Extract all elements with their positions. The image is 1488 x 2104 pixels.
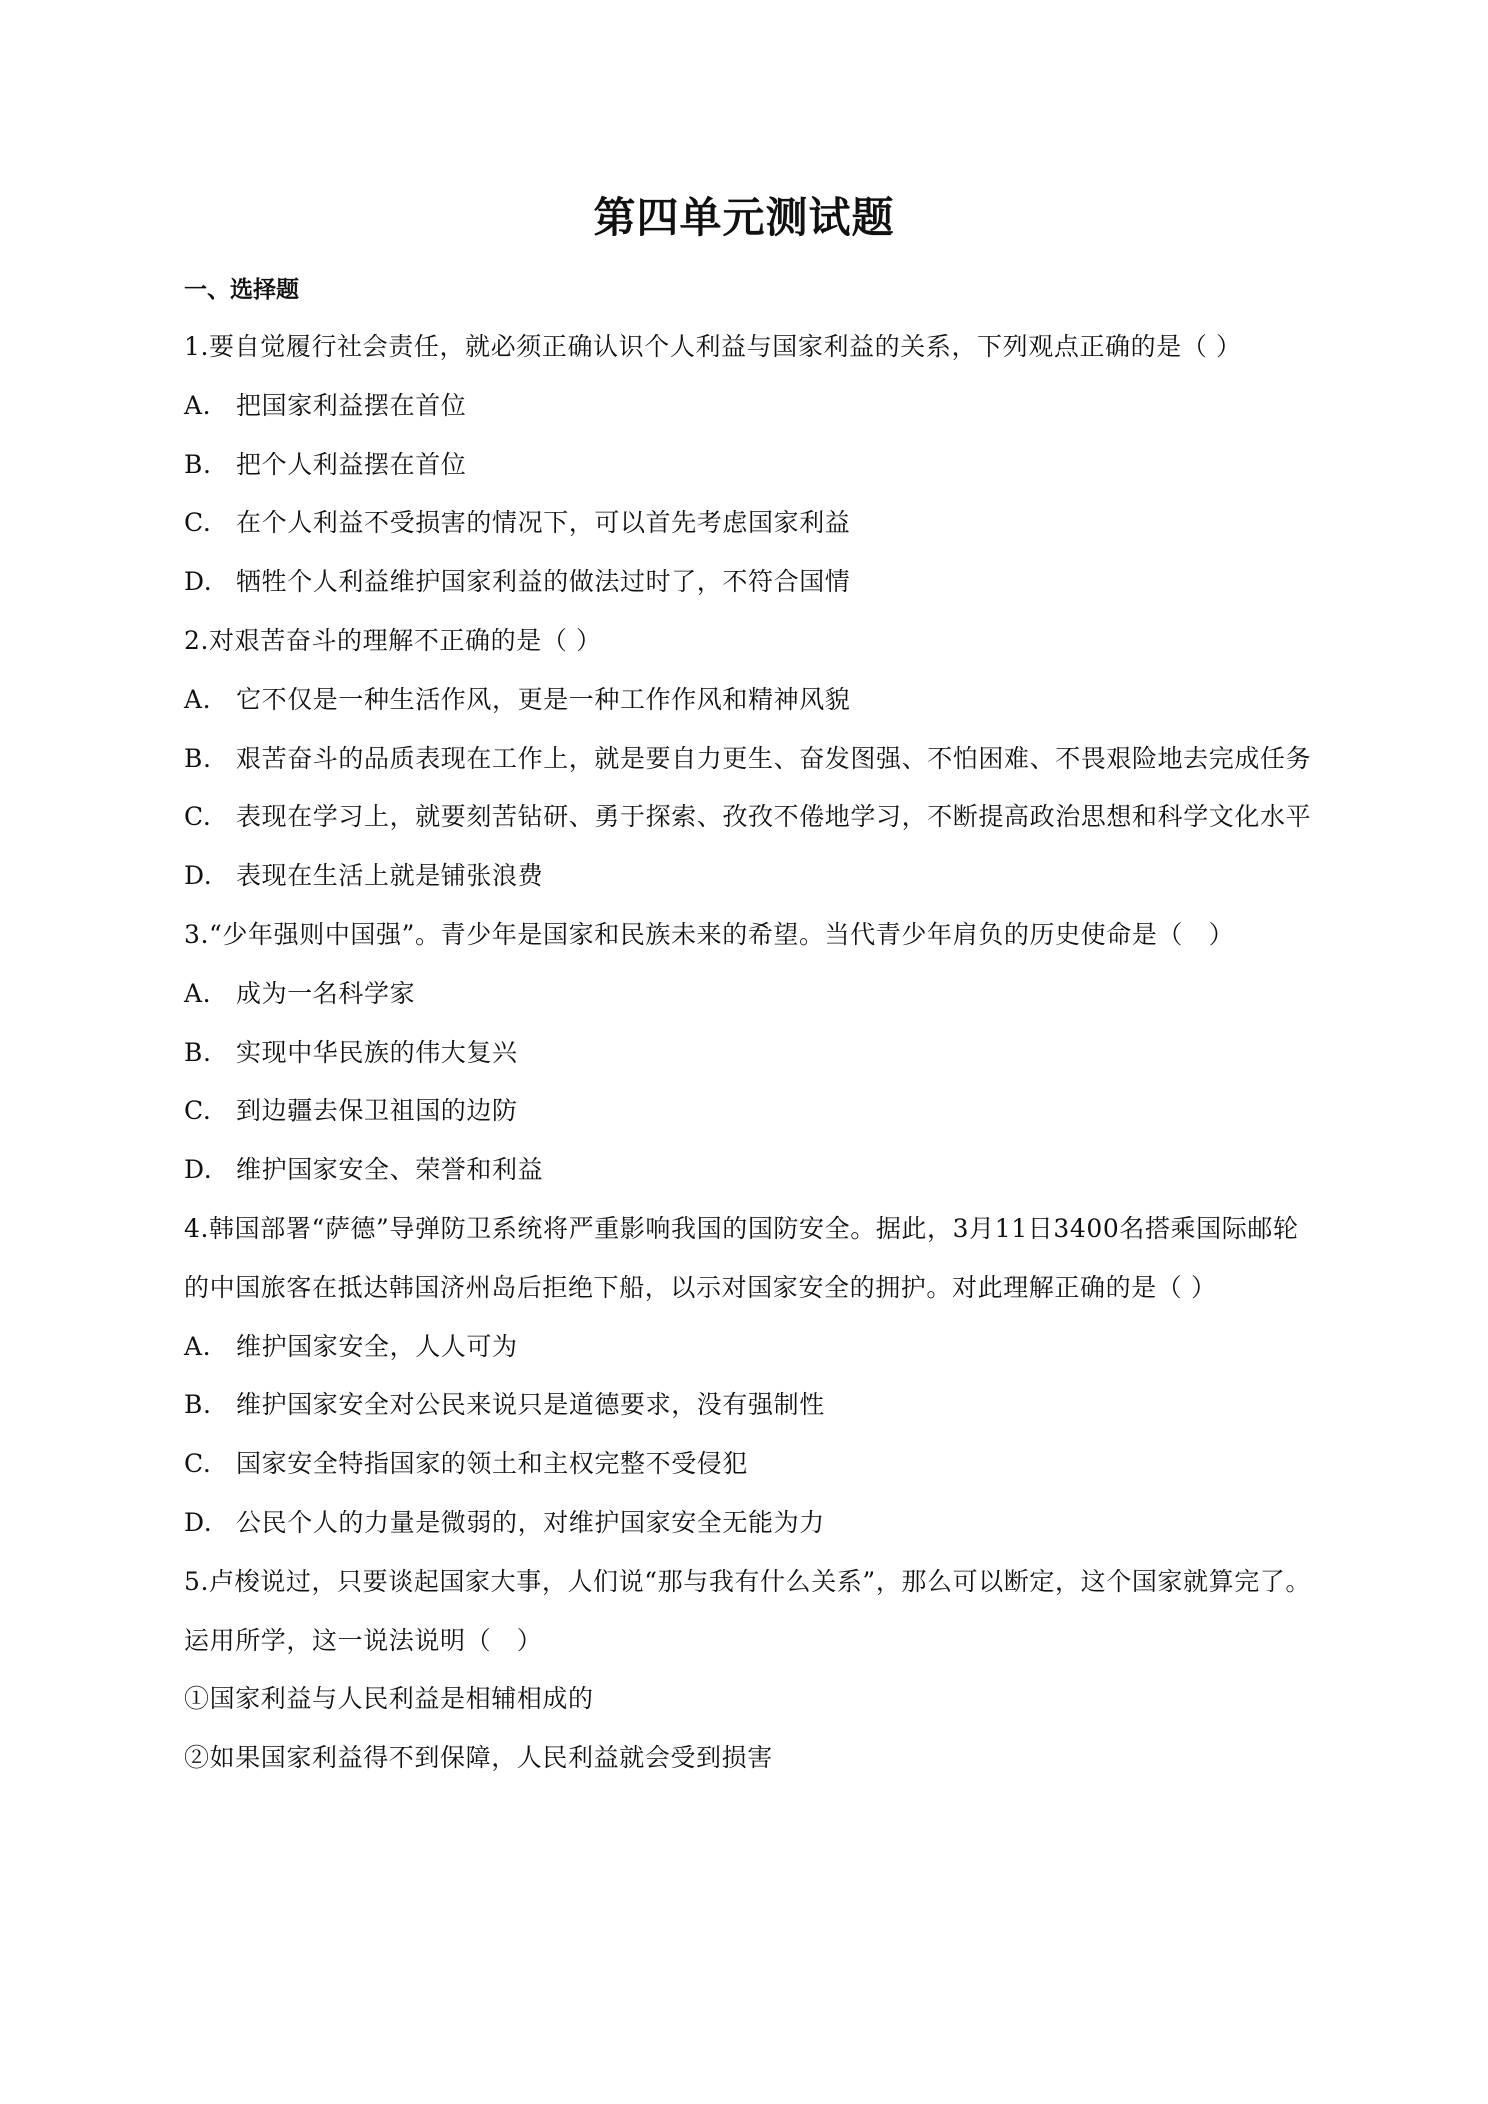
question-stem: 3.“少年强则中国强”。青少年是国家和民族未来的希望。当代青少年肩负的历史使命是（ ） [184, 919, 1235, 949]
answer-option [184, 730, 1320, 789]
option-letter: C. [184, 1096, 212, 1126]
option-text: 到边疆去保卫祖国的边防 [236, 1096, 518, 1126]
option-letter: B. [184, 1037, 212, 1067]
option-letter: A. [184, 390, 212, 420]
answer-option [184, 494, 1320, 553]
answer-option [184, 1435, 1320, 1494]
question-list [184, 318, 1320, 1788]
option-letter: C. [184, 1449, 212, 1479]
question-stem: 1.要自觉履行社会责任，就必须正确认识个人利益与国家利益的关系，下列观点正确的是（ ） [184, 332, 1242, 361]
answer-option [184, 788, 1320, 847]
question-stem: 2.对艰苦奋斗的理解不正确的是（ ） [184, 625, 602, 655]
option-text: 它不仅是一种生活作风，更是一种工作作风和精神风貌 [236, 684, 851, 714]
answer-option [184, 1082, 1320, 1141]
option-text: 把国家利益摆在首位 [236, 390, 467, 420]
answer-option [184, 1141, 1320, 1200]
answer-option [184, 1024, 1320, 1083]
option-text: 成为一名科学家 [236, 978, 416, 1008]
option-letter: D. [184, 861, 213, 891]
option-text: 表现在学习上，就要刻苦钻研、勇于探索、孜孜不倦地学习，不断提高政治思想和科学文化水平 [236, 802, 1312, 832]
option-text: 公民个人的力量是微弱的，对维护国家安全无能为力 [236, 1507, 825, 1537]
answer-option [184, 1494, 1320, 1553]
option-text: 维护国家安全对公民来说只是道德要求，没有强制性 [236, 1390, 825, 1420]
option-text: 实现中华民族的伟大复兴 [236, 1037, 518, 1067]
option-letter: A. [184, 1331, 212, 1361]
option-letter: C. [184, 508, 212, 538]
option-text: 牺牲个人利益维护国家利益的做法过时了，不符合国情 [236, 567, 851, 597]
option-letter: D. [184, 567, 213, 597]
answer-option [184, 1318, 1320, 1377]
question-stem: 4.韩国部署“萨德”导弹防卫系统将严重影响我国的国防安全。据此，3月11日3400名搭乘国际邮轮的中国旅客在抵达韩国济州岛后拒绝下船，以示对国家安全的拥护。对此理解正确的是（ ） [184, 1213, 1299, 1302]
option-letter: C. [184, 802, 212, 832]
answer-option [184, 1376, 1320, 1435]
section-heading: 一、选择题 [184, 276, 299, 303]
option-text: 把个人利益摆在首位 [236, 449, 467, 479]
option-text: 艰苦奋斗的品质表现在工作上，就是要自力更生、奋发图强、不怕困难、不畏艰险地去完成任务 [236, 743, 1312, 773]
answer-option [184, 847, 1320, 906]
option-letter: D. [184, 1507, 213, 1537]
option-text: 维护国家安全，人人可为 [236, 1331, 518, 1361]
document-title: 第四单元测试题 [593, 193, 895, 242]
answer-option [184, 377, 1320, 436]
option-text: 表现在生活上就是铺张浪费 [236, 861, 544, 891]
question-stem: 5.卢梭说过，只要谈起国家大事，人们说“那与我有什么关系”，那么可以断定，这个国家就算完了。运用所学，这一说法说明（ ） [184, 1566, 1312, 1655]
option-text: 国家安全特指国家的领土和主权完整不受侵犯 [236, 1449, 749, 1479]
option-letter: B. [184, 449, 212, 479]
option-letter: B. [184, 743, 212, 773]
option-letter: B. [184, 1390, 212, 1420]
answer-option [184, 965, 1320, 1024]
statement-item: ②如果国家利益得不到保障，人民利益就会受到损害 [184, 1743, 773, 1773]
option-text: 在个人利益不受损害的情况下，可以首先考虑国家利益 [236, 508, 851, 538]
option-text: 维护国家安全、荣誉和利益 [236, 1155, 544, 1185]
answer-option [184, 436, 1320, 495]
answer-option [184, 553, 1320, 612]
answer-option [184, 671, 1320, 730]
statement-item: ①国家利益与人民利益是相辅相成的 [184, 1684, 594, 1714]
option-letter: D. [184, 1155, 213, 1185]
option-letter: A. [184, 684, 212, 714]
option-letter: A. [184, 978, 212, 1008]
